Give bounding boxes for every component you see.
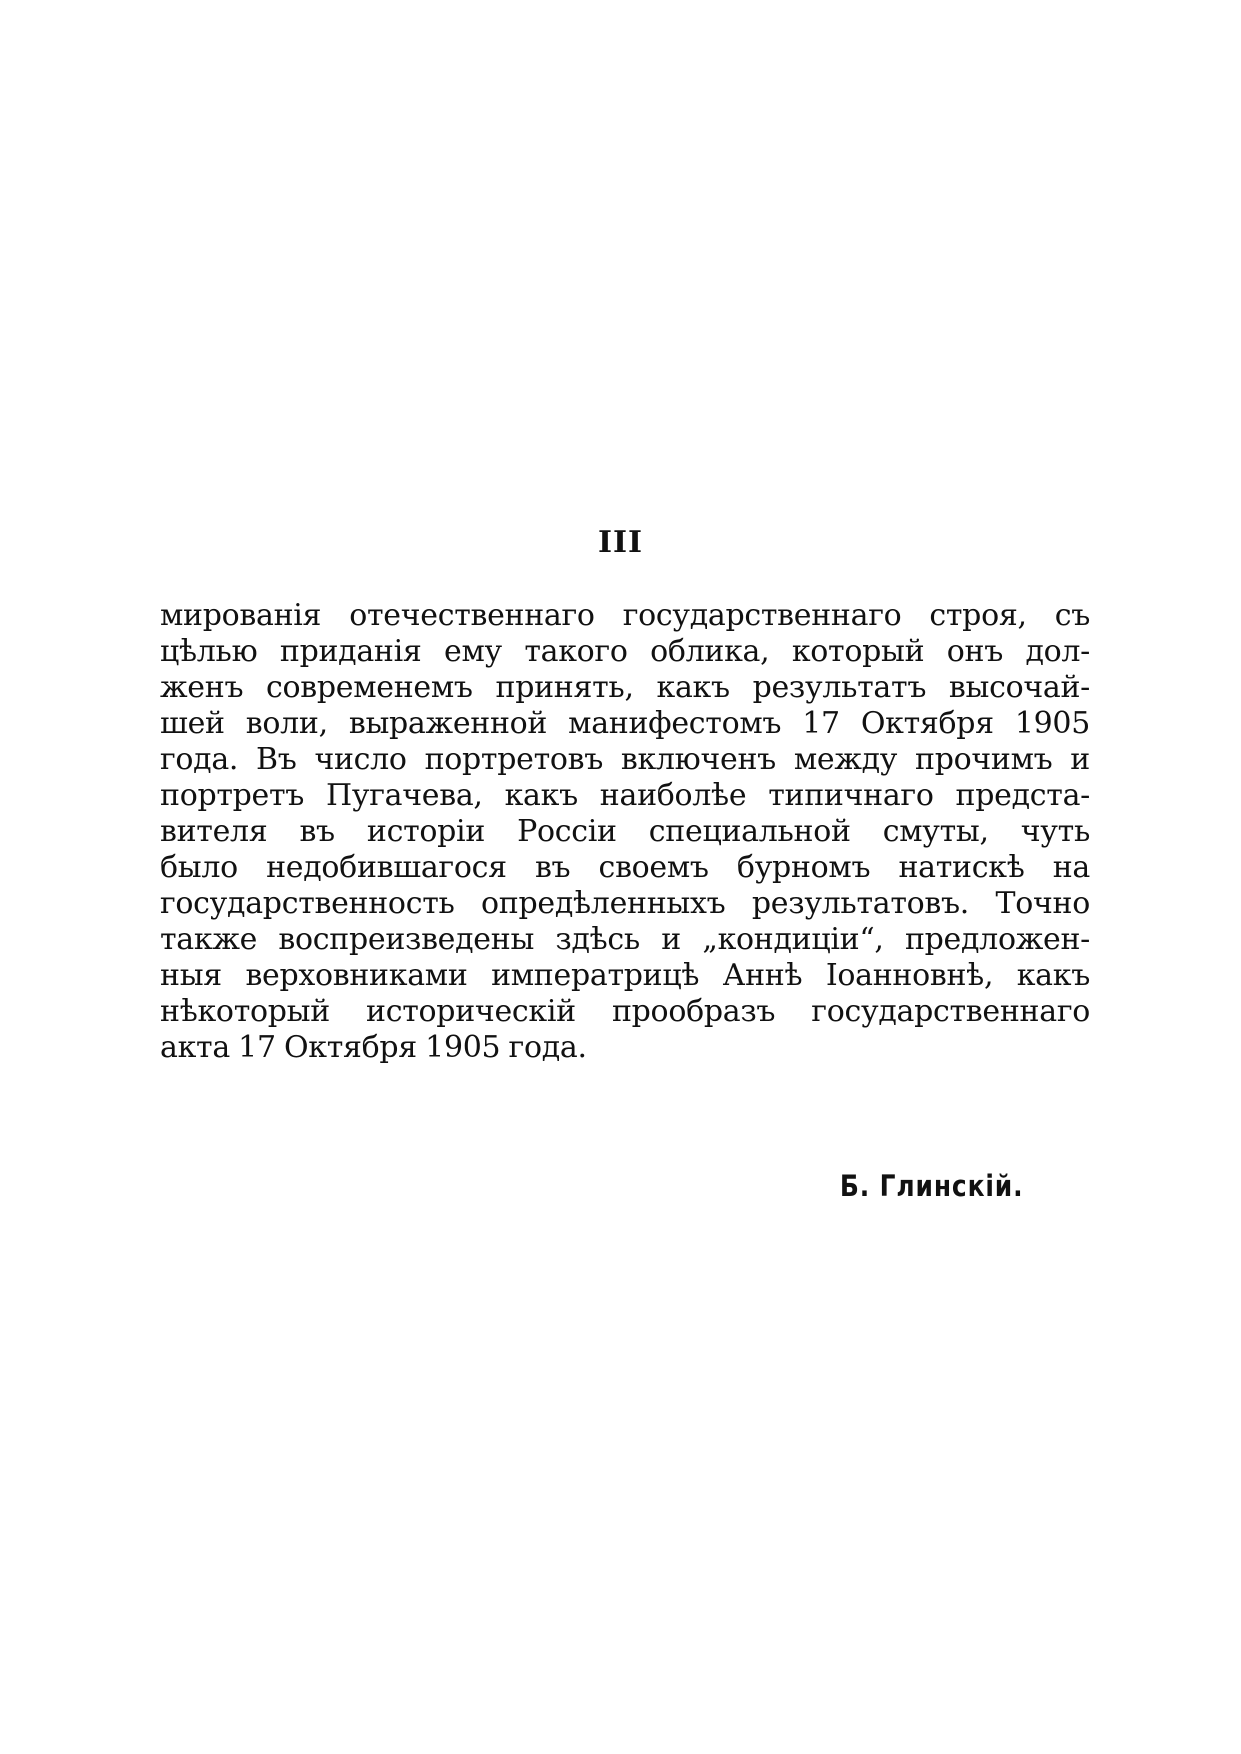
text-line: портретъ Пугачева, какъ наиболѣе типичнаго предста- [160, 778, 1090, 813]
text-line: вителя въ исторіи Россіи специальной смуты, чуть [160, 814, 1090, 849]
text-line: государственность опредѣленныхъ результатовъ. Точно [160, 886, 1090, 921]
text-line: женъ современемъ принять, какъ результатъ высочай- [160, 670, 1090, 705]
text-line: мированія отечественнаго государственнаго строя, съ [160, 598, 1090, 633]
text-line-last: акта 17 Октября 1905 года. [160, 1030, 587, 1065]
page-number: III [597, 525, 644, 560]
text-line: было недобившагося въ своемъ бурномъ натискѣ на [160, 850, 1090, 885]
text-line: цѣлью приданія ему такого облика, который онъ дол- [160, 634, 1090, 669]
text-line: ныя верховниками императрицѣ Аннѣ Іоанновнѣ, какъ [160, 958, 1090, 993]
body-text [160, 598, 1090, 1066]
author-signature: Б. Глинскій. [839, 1169, 1023, 1203]
text-line: также воспреизведены здѣсь и „кондиціи“, предложен- [160, 922, 1090, 957]
text-line: года. Въ число портретовъ включенъ между прочимъ и [160, 742, 1090, 777]
text-line: нѣкоторый историческій прообразъ государственнаго [160, 994, 1090, 1029]
text-line: шей воли, выраженной манифестомъ 17 Октября 1905 [160, 706, 1090, 741]
